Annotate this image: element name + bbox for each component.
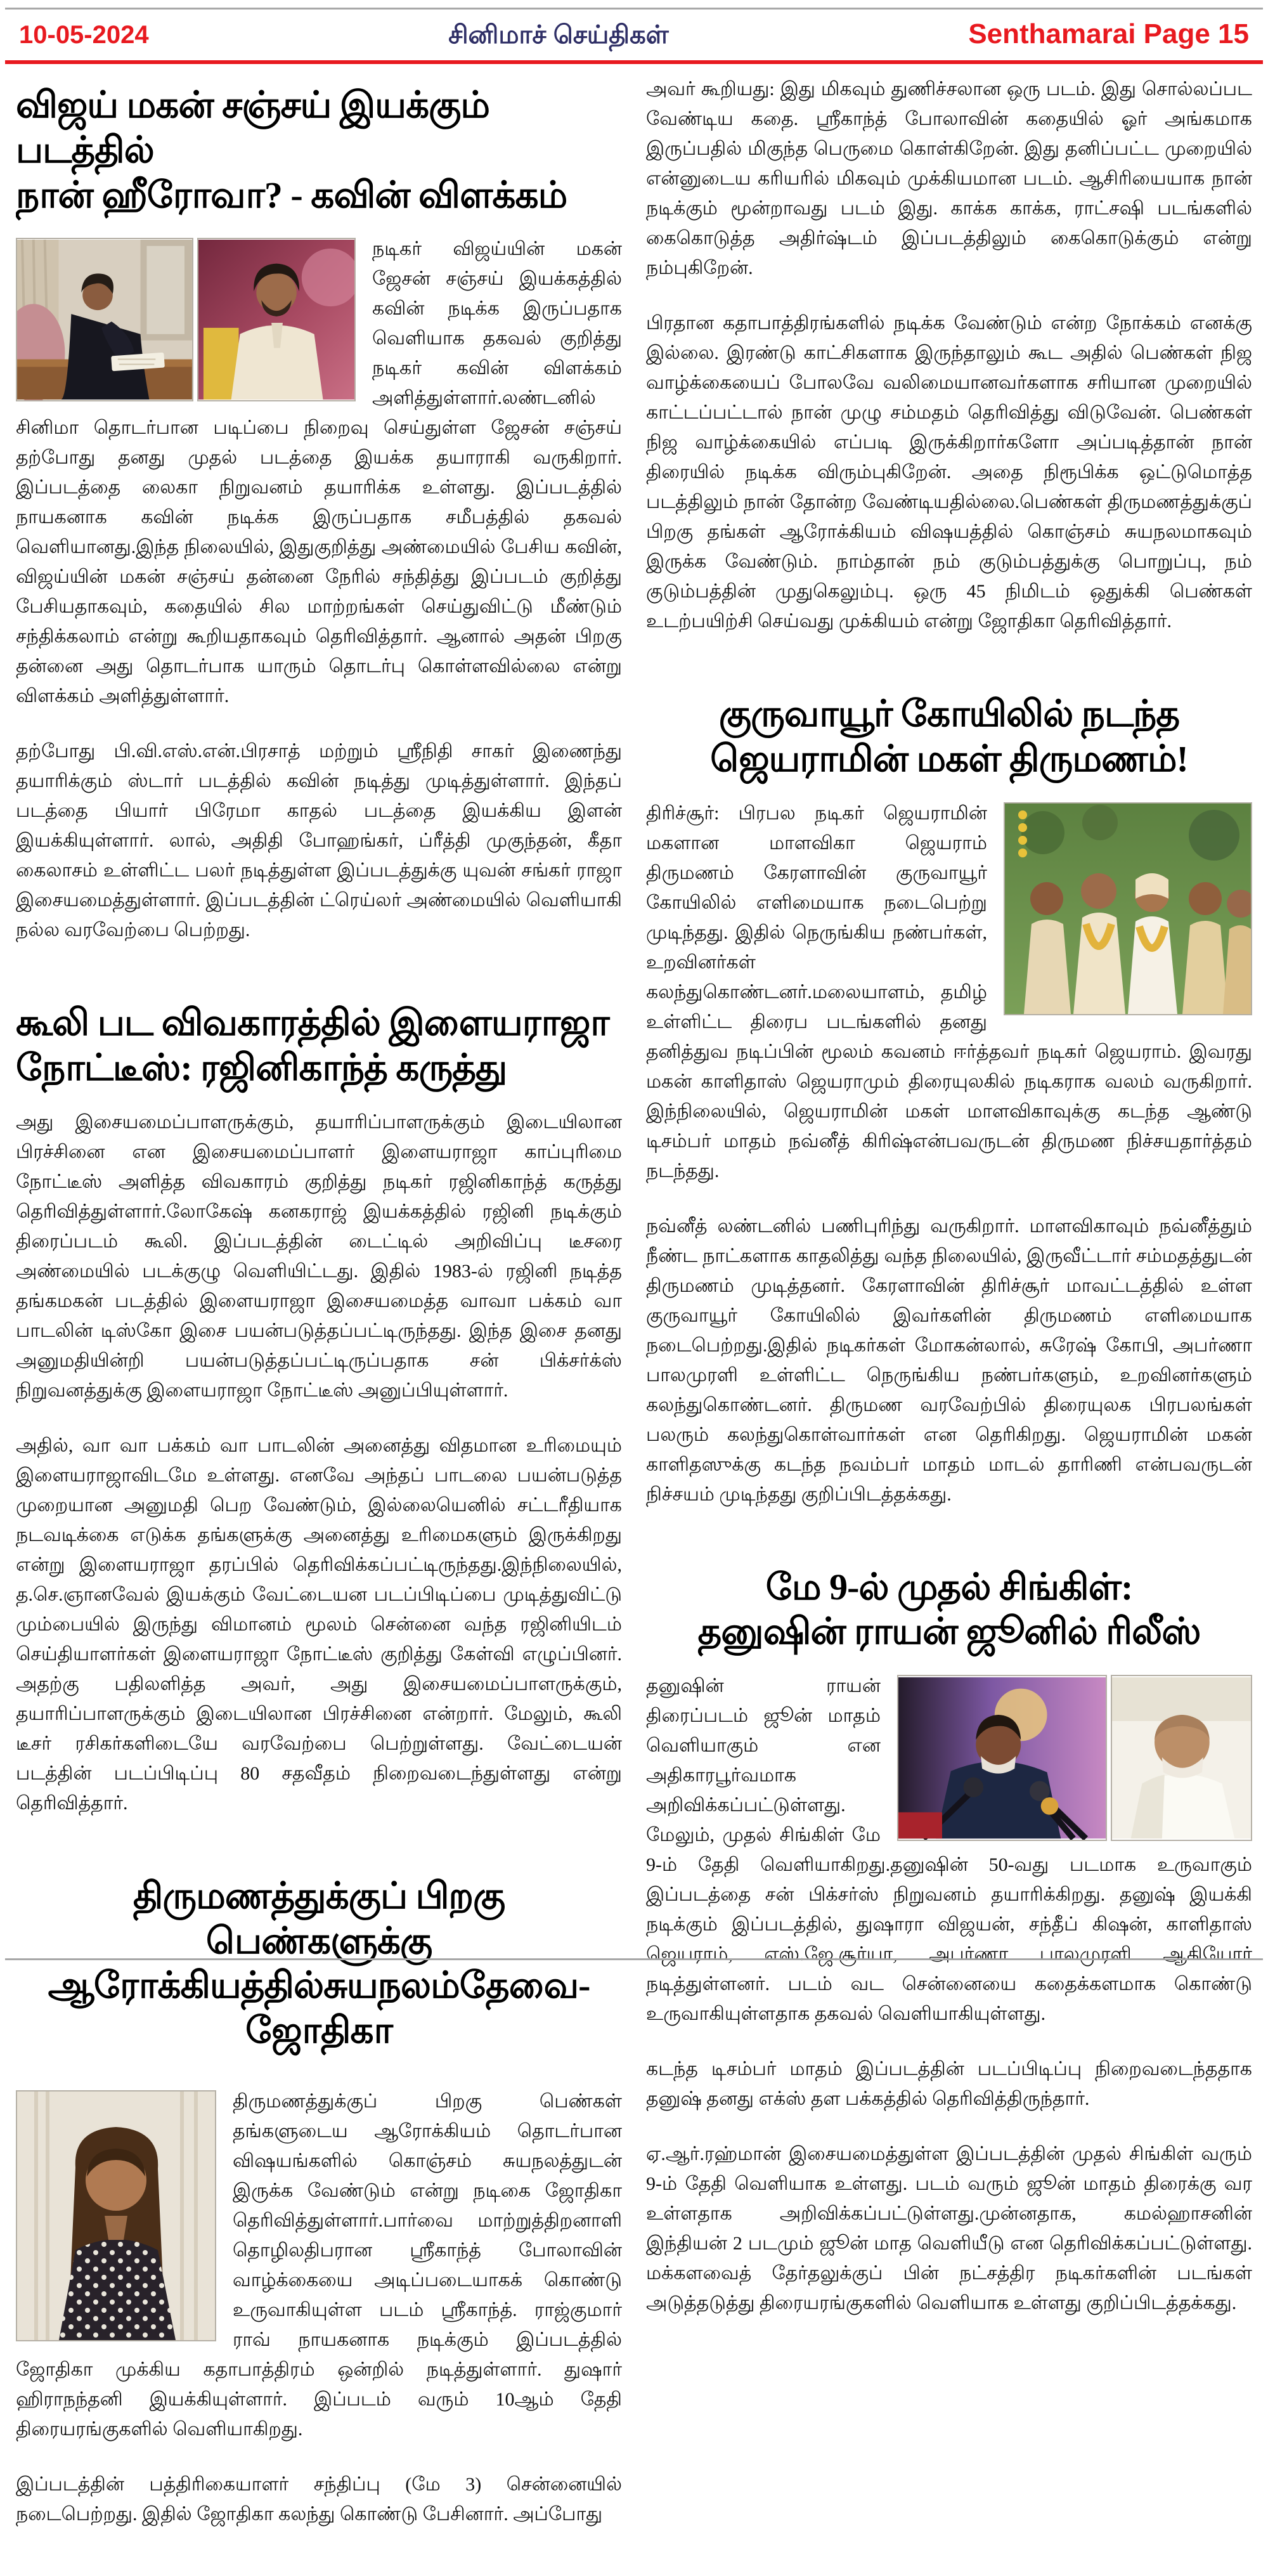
headline-line: திருமணத்துக்குப் பிறகு பெண்களுக்கு	[133, 1875, 505, 1961]
press-meet-photo	[897, 1675, 1107, 1841]
wedding-photo	[1004, 802, 1252, 1015]
headline-line: விஜய் மகன் சஞ்சய் இயக்கும் படத்தில்	[16, 84, 489, 171]
article-kavin-para1: நடிகர் விஜய்யின் மகன் ஜேசன் சஞ்சய் இயக்கத்தில் கவின் நடிக்க இருப்பதாக வெளியாக தகவல் குறித்து நடிகர் கவின் விளக்கம் அளித்துள்ளார்.லண்டனில் சினிமா தொடர்பான படிப்பை நிறைவு செய்துள்ள ஜேசன் சஞ்சய் தற்போது தனது முதல் படத்தை இயக்க தயாராகி வருகிறார். இப்படத்தை லைகா நிறுவனம் தயாரிக்க உள்ளது. இப்படத்தில் நாயகனாக கவின் நடிக்க இருப்பதாக சமீபத்தில் தகவல் வெளியானது.இந்த நிலையில், இதுகுறித்து அண்மையில் பேசிய கவின், விஜய்யின் மகன் சஞ்சய் தன்னை நேரில் சந்தித்து இப்படம் குறித்து பேசியதாகவும், கதையில் சில மாற்றங்கள் செய்துவிட்டு மீண்டும் சந்திக்கலாம் என்று கூறியதாகவும் தெரிவித்தார். ஆனால் அதன் பிறகு தன்னை அது தொடர்பாக யாரும் தொடர்பு கொள்ளவில்லை என்று விளக்கம் அளித்துள்ளார்.	[16, 238, 622, 707]
masthead	[0, 10, 1268, 59]
article-coolie-para2: அதில், வா வா பக்கம் வா பாடலின் அனைத்து விதமான உரிமையும் இளையராஜாவிடமே உள்ளது. எனவே அந்தப் பாடலை பயன்படுத்த முறையான அனுமதி பெற வேண்டும், இல்லையெனில் சட்டரீதியாக நடவடிக்கை எடுக்க தங்களுக்கு அனைத்து உரிமைகளும் இருக்கிறது என்று இளையராஜா தரப்பில் தெரிவிக்கப்பட்டிருந்தது.இந்நிலையில், த.செ.ஞானவேல் இயக்கும் வேட்டையன படப்பிடிப்பை முடித்துவிட்டு மும்பையில் இருந்து விமானம் மூலம் சென்னை வந்த ரஜினியிடம் செய்தியாளர்கள் இளையராஜா நோட்டீஸ் குறித்து கேள்வி எழுப்பினர். அதற்கு பதிலளித்த அவர், அது இசையமைப்பாளருக்கும், தயாரிப்பாளருக்கும் இடையிலான பிரச்சினை என்றார். மேலும், கூலி டீசர் ரசிகர்களிடையே வரவேற்பை பெற்றுள்ளது. வேட்டையன் படத்தின் படப்பிடிப்பு 80 சதவீதம் நிறைவடைந்துள்ளது என்று தெரிவித்தார்.	[16, 1434, 622, 1814]
headline-line: நான் ஹீரோவா? - கவின் விளக்கம்	[16, 174, 567, 216]
headline-line: தனுஷின் ராயன் ஜூனில் ரிலீஸ்	[697, 1611, 1201, 1653]
jothika-quote-para1: அவர் கூறியது: இது மிகவும் துணிச்சலான ஒரு படம். இது சொல்லப்பட வேண்டிய கதை. ஸ்ரீகாந்த் போலாவின் கதையில் ஓர் அங்கமாக இருப்பதில் மிகுந்த பெருமை கொள்கிறேன். இது தனிப்பட்ட முறையில் என்னுடைய கரியரில் மிகவும் முக்கியமான படம். ஆசிரியையாக நான் நடிக்கும் மூன்றாவது படம் இது. காக்க காக்க, ராட்சஷி படங்களில் கைகொடுத்த அதிர்ஷ்டம் இப்படத்திலும் கைகொடுக்கும் என்று நம்புகிறேன்.	[646, 79, 1252, 278]
headline-line: கூலி பட விவகாரத்தில் இளையராஜா	[16, 1002, 609, 1044]
article-kavin	[16, 74, 622, 970]
issue-date: 10-05-2024	[19, 21, 149, 49]
kavin-signing-photo	[16, 238, 193, 401]
kavin-photo-pair	[16, 238, 356, 401]
article-wedding-headline	[646, 692, 1252, 782]
article-jothika-headline	[16, 1874, 622, 2053]
rayan-photo-pair	[897, 1675, 1252, 1841]
article-coolie	[16, 992, 622, 1844]
article-wedding-para1: திரிச்சூர்: பிரபல நடிகர் ஜெயராமின் மகளான மாளவிகா ஜெயராம் திருமணம் கேரளாவின் குருவாயூர் கோயிலில் எளிமையாக நடைபெற்று முடிந்தது. இதில் நெருங்கிய நண்பர்கள், உறவினர்கள் கலந்துகொண்டனர்.மலையாளம், தமிழ் உள்ளிட்ட திரைப படங்களில் தனது தனித்துவ நடிப்பின் மூலம் கவனம் ஈர்த்தவர் நடிகர் ஜெயராம். இவரது மகன் காளிதாஸ் ஜெயராமும் திரையுலகில் நடிகராக வலம் வருகிறார். இந்நிலையில், ஜெயராமின் மகள் மாளவிகாவுக்கு கடந்த ஆண்டு டிசம்பர் மாதம் நவ்னீத் கிரிஷ்என்பவருடன் திருமண நிச்சயதார்த்தம் நடந்தது.	[646, 802, 1252, 1181]
jothika-quote-continuation	[646, 74, 1252, 661]
article-rayan-headline	[646, 1565, 1252, 1655]
article-wedding-para2: நவ்னீத் லண்டனில் பணிபுரிந்து வருகிறார். மாளவிகாவும் நவ்னீத்தும் நீண்ட நாட்களாக காதலித்து வந்த நிலையில், இருவீட்டார் சம்மதத்துடன் திருமணம் முடித்தனர். கேரளாவின் திரிச்சூர் மாவட்டத்தில் உள்ள குருவாயூர் கோயிலில் இவர்களின் திருமணம் எளிமையாக நடைபெற்றது.இதில் நடிகர்கள் மோகன்லால், சுரேஷ் கோபி, அபர்ணா பாலமுரளி உள்ளிட்ட நெருங்கிய நண்பர்களும், உறவினர்களும் கலந்துகொண்டனர். திருமண வரவேற்பில் திரையுலக பிரபலங்கள் பலரும் கலந்துகொள்வார்கள் என தெரிகிறது. ஜெயராமின் மகன் காளிதஸுக்கு கடந்த நவம்பர் மாதம் மாடல் தாரிணி என்பவருடன் நிச்சயம் முடிந்தது குறிப்பிடத்தக்கது.	[646, 1215, 1252, 1505]
paper-name-page: Senthamarai Page 15	[968, 18, 1249, 49]
article-jothika	[16, 1865, 622, 2554]
bottom-divider	[5, 1958, 1263, 1960]
right-column	[646, 74, 1252, 2576]
article-rayan-para1: தனுஷின் ராயன் திரைப்படம் ஜூன் மாதம் வெளியாகும் என அதிகாரபூர்வமாக அறிவிக்கப்பட்டுள்ளது. மேலும், முதல் சிங்கிள் மே 9-ம் தேதி வெளியாகிறது.தனுஷின் 50-வது படமாக உருவாகும் இப்படத்தை சன் பிக்சர்ஸ் நிறுவனம் தயாரிக்கிறது. தனுஷ் இயக்கி நடிக்கும் இப்படத்தில், துஷாரா விஜயன், சந்தீப் கிஷன், காளிதாஸ் ஜெயராம், எஸ்.ஜே.சூர்யா, அபர்ணா பாலமுரளி ஆகியோர் நடித்துள்ளனர். படம் வட சென்னையை கதைக்களமாக கொண்டு உருவாகியுள்ளதாக தகவல் வெளியாகியுள்ளது.	[646, 1675, 1252, 2024]
article-wedding	[646, 683, 1252, 1535]
jothika-photo	[16, 2090, 216, 2341]
headline-line: நோட்டீஸ்: ரஜினிகாந்த் கருத்து	[16, 1047, 507, 1088]
article-rayan-para2: கடந்த டிசம்பர் மாதம் இப்படத்தின் படப்பிடிப்பு நிறைவடைந்ததாக தனுஷ் தனது எக்ஸ் தள பக்கத்தில் தெரிவித்திருந்தார்.	[646, 2059, 1252, 2109]
page-body	[0, 64, 1268, 2576]
article-jothika-para2: இப்படத்தின் பத்திரிகையாளர் சந்திப்பு (மே 3) சென்னையில் நடைபெற்றது. இதில் ஜோதிகா கலந்து கொண்டு பேசினார். அப்போது	[16, 2473, 622, 2525]
headline-line: ஆரோக்கியத்தில்சுயநலம்தேவை-ஜோதிகா	[48, 1965, 590, 2051]
article-kavin-para2: தற்போது பி.வி.எஸ்.என்.பிரசாத் மற்றும் ஸ்ரீநிதி சாகர் இணைந்து தயாரிக்கும் ஸ்டார் படத்தில் கவின் நடித்து முடித்துள்ளார். இந்தப் படத்தை பியார் பிரேமா காதல் படத்தை இயக்கிய இளன் இயக்கியுள்ளார். லால், அதிதி போஹங்கர், ப்ரீத்தி முகுந்தன், கீதா கைலாசம் உள்ளிட்ட பலர் நடித்துள்ள இப்படத்துக்கு யுவன் சங்கர் ராஜா இசையமைத்துள்ளார். இப்படத்தின் ட்ரெய்லர் அண்மையில் வெளியாகி நல்ல வரவேற்பை பெற்றது.	[16, 741, 622, 941]
section-title: சினிமாச் செய்திகள்	[448, 21, 669, 49]
article-jothika-para1: திருமணத்துக்குப் பிறகு பெண்கள் தங்களுடைய ஆரோக்கியம் தொடர்பான விஷயங்களில் கொஞ்சம் சுயநலத்துடன் இருக்க வேண்டும் என்று நடிகை ஜோதிகா தெரிவித்துள்ளார்.பார்வை மாற்றுத்திறனாளி தொழிலதிபரான ஸ்ரீகாந்த் போலாவின் வாழ்க்கையை அடிப்படையாகக் கொண்டு உருவாகியுள்ள படம் ஸ்ரீகாந்த். ராஜ்குமார் ராவ் நாயகனாக நடிக்கும் இப்படத்தில் ஜோதிகா முக்கிய கதாபாத்திரம் ஒன்றில் நடித்துள்ளார். துஷார் ஹிராநந்தனி இயக்கியுள்ளார். இப்படம் வரும் 10ஆம் தேதி திரையரங்குகளில் வெளியாகிறது.	[16, 2090, 622, 2440]
jothika-quote-para2: பிரதான கதாபாத்திரங்களில் நடிக்க வேண்டும் என்ற நோக்கம் எனக்கு இல்லை. இரண்டு காட்சிகளாக இருந்தாலும் கூட அதில் பெண்கள் நிஜ வாழ்க்கையைப் போலவே வலிமையானவர்களாக சரியான முறையில் காட்டப்பட்டால் நான் முழு சம்மதம் தெரிவித்து விடுவேன். பெண்கள் நிஜ வாழ்க்கையில் எப்படி இருக்கிறார்களோ அப்படித்தான் நான் திரையில் நடிக்க விரும்புகிறேன். அதை நிரூபிக்க ஒட்டுமொத்த படத்திலும் நான் தோன்ற வேண்டியதில்லை.பெண்கள் திருமணத்துக்குப் பிறகு தங்கள் ஆரோக்கியம் விஷயத்தில் கொஞ்சம் சுயநலமாகவும் இருக்க வேண்டும். நாம்தான் நம் குடும்பத்துக்கு பொறுப்பு, நம் குடும்பத்தின் முதுகெலும்பு. ஒரு 45 நிமிடம் ஒதுக்கி பெண்கள் உடற்பயிற்சி செய்வது முக்கியம் என்று ஜோதிகா தெரிவித்தார்.	[646, 313, 1252, 632]
composer-photo	[1111, 1675, 1252, 1841]
headline-line: குருவாயூர் கோயிலில் நடந்த	[718, 693, 1180, 734]
headline-line: ஜெயராமின் மகள் திருமணம்!	[710, 738, 1188, 779]
article-coolie-para1: அது இசையமைப்பாளருக்கும், தயாரிப்பாளருக்கும் இடையிலான பிரச்சினை என இசையமைப்பாளர் இளையராஜா காப்புரிமை நோட்டீஸ் அளித்த விவகாரம் குறித்து நடிகர் ரஜினிகாந்த் கருத்து தெரிவித்துள்ளார்.லோகேஷ் கனகராஜ் இயக்கத்தில் ரஜினி நடிக்கும் திரைப்படம் கூலி. இப்படத்தின் டைட்டில் அறிவிப்பு டீசரை அண்மையில் படக்குழு வெளியிட்டது. இதில் 1983-ல் ரஜினி நடித்த தங்கமகன் படத்தில் இளையராஜா இசையமைத்த வாவா பக்கம் வா பாடலின் டிஸ்கோ இசை பயன்படுத்தப்பட்டிருந்தது. இந்த இசை தனது அனுமதியின்றி பயன்படுத்தப்பட்டிருப்பதாக சன் பிக்சர்க்ஸ் நிறுவனத்துக்கு இளையராஜா நோட்டீஸ் அனுப்பியுள்ளார்.	[16, 1111, 622, 1401]
article-coolie-headline	[16, 1001, 622, 1091]
article-rayan	[646, 1556, 1252, 2344]
kavin-portrait-photo	[197, 238, 356, 401]
left-column	[16, 74, 622, 2576]
headline-line: மே 9-ல் முதல் சிங்கிள்:	[765, 1566, 1133, 1608]
article-rayan-para3: ஏ.ஆர்.ரஹ்மான் இசையமைத்துள்ள இப்படத்தின் முதல் சிங்கிள் வரும் 9-ம் தேதி வெளியாக உள்ளது. படம் வரும் ஜூன் மாதம் திரைக்கு வர உள்ளதாக அறிவிக்கப்பட்டுள்ளது.முன்னதாக, கமல்ஹாசனின் இந்தியன் 2 படமும் ஜூன் மாத வெளியீடு என தெரிவிக்கப்பட்டுள்ளது. மக்களவைத் தேர்தலுக்குப் பின் நட்சத்திர நடிகர்களின் படங்கள் அடுத்தடுத்து திரையரங்குகளில் வெளியாக உள்ளது குறிப்பிடத்தக்கது.	[646, 2143, 1252, 2313]
article-kavin-headline	[16, 83, 622, 218]
